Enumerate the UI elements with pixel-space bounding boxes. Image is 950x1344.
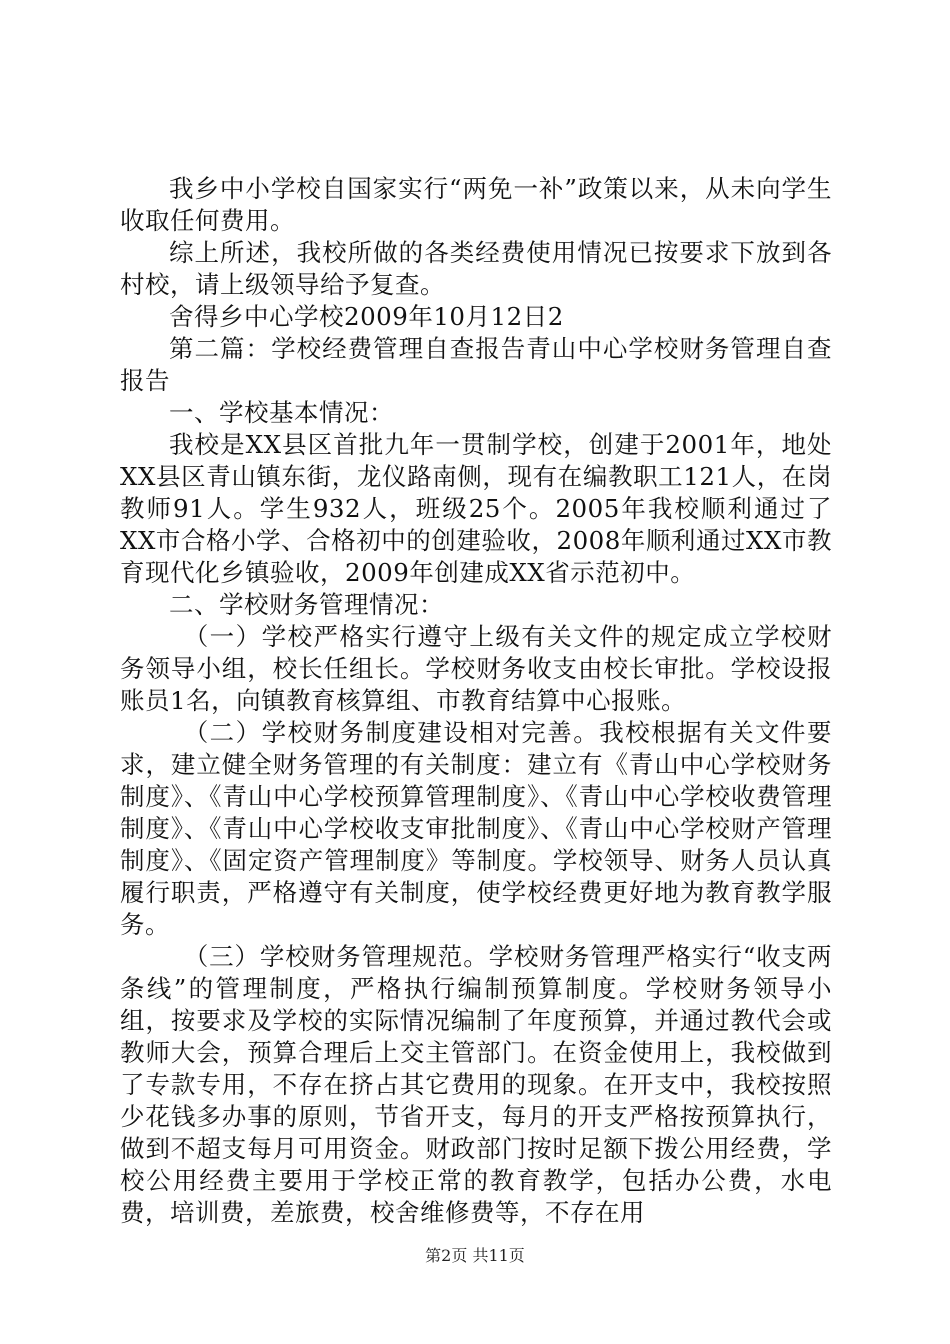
- paragraph-policy: 我乡中小学校自国家实行“两免一补”政策以来，从未向学生收取任何费用。: [120, 174, 832, 235]
- document-body: [120, 173, 832, 1229]
- paragraph-item-3: （三）学校财务管理规范。学校财务管理严格实行“收支两条线”的管理制度，严格执行编制预算制度。学校财务领导小组，按要求及学校的实际情况编制了年度预算，并通过教代会或教师大会，预算合理后上交主管部门。在资金使用上，我校做到了专款专用，不存在挤占其它费用的现象。在开支中，我校按照少花钱多办事的原则，节省开支，每月的开支严格按预算执行，做到不超支每月可用资金。财政部门按时足额下拨公用经费，学校公用经费主要用于学校正常的教育教学，包括办公费，水电费，培训费，差旅费，校舍维修费等，不存在用: [120, 942, 832, 1227]
- paragraph-item-2: （二）学校财务制度建设相对完善。我校根据有关文件要求，建立健全财务管理的有关制度：建立有《青山中心学校财务制度》、《青山中心学校预算管理制度》、《青山中心学校收费管理制度》、《青山中心学校收支审批制度》、《青山中心学校财产管理制度》、《固定资产管理制度》等制度。学校领导、财务人员认真履行职责，严格遵守有关制度，使学校经费更好地为教育教学服务。: [120, 718, 832, 939]
- paragraph-item-1: （一）学校严格实行遵守上级有关文件的规定成立学校财务领导小组，校长任组长。学校财务收支由校长审批。学校设报账员1名，向镇教育核算组、市教育结算中心报账。: [120, 622, 832, 715]
- paragraph-school-info: 我校是XX县区首批九年一贯制学校，创建于2001年，地处XX县区青山镇东街，龙仪路南侧，现有在编教职工121人，在岗教师91人。学生932人，班级25个。2005年我校顺利通过了XX市合格小学、合格初中的创建验收，2008年顺利通过XX市教育现代化乡镇验收，2009年创建成XX省示范初中。: [120, 430, 832, 587]
- page-footer: 第2页 共11页: [425, 1246, 525, 1265]
- paragraph-summary: 综上所述，我校所做的各类经费使用情况已按要求下放到各村校，请上级领导给予复查。: [120, 238, 832, 299]
- paragraph-signature: 舍得乡中心学校2009年10月12日2: [169, 302, 564, 331]
- heading-finance-management: 二、学校财务管理情况：: [169, 590, 444, 619]
- heading-basic-info: 一、学校基本情况：: [169, 398, 394, 427]
- section-heading: 第二篇：学校经费管理自查报告青山中心学校财务管理自查报告: [120, 334, 832, 395]
